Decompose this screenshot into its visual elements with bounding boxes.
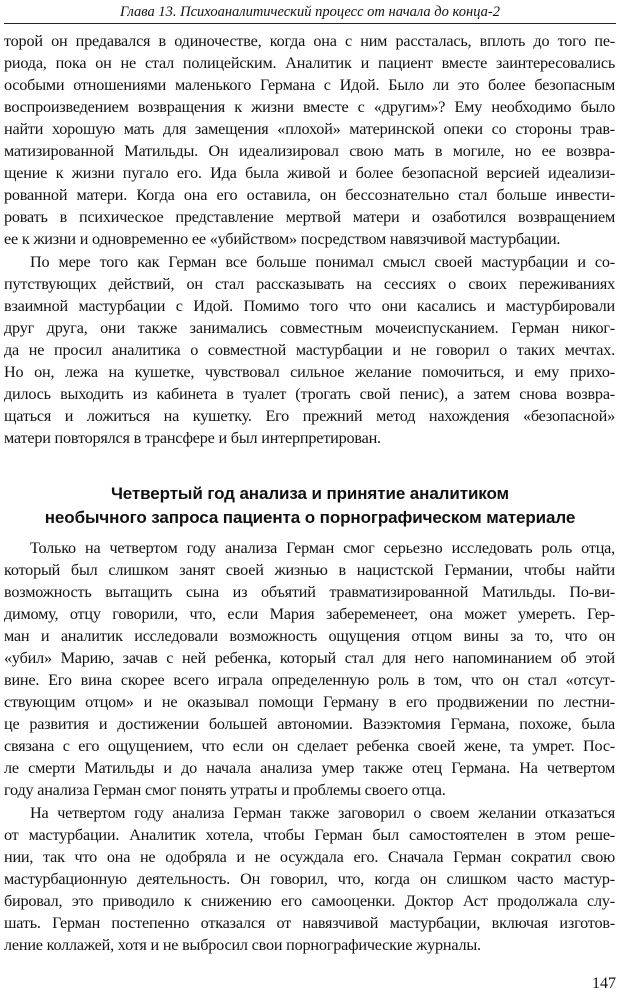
text-line: особыми отношениями маленького Германа с Идой. Было ли это более безопасным [4, 76, 615, 94]
running-header: Глава 13. Психоаналитический процесс от начала до конца-2 [120, 4, 500, 20]
text-line: риода, пока он не стал полицейским. Аналитик и пациент вместе заинтересовались [4, 54, 615, 72]
text-line: да не просил аналитика о совместной мастурбации и не говорил о таких мечтах. [4, 341, 615, 359]
text-line: торой он предавался в одиночестве, когда она с ним рассталась, вплоть до того пе- [4, 32, 615, 50]
text-line: найти хорошую мать для замещения «плохой» материнской опеки со стороны трав- [4, 120, 615, 138]
text-line: году анализа Герман смог понять утраты и проблемы своего отца. [4, 781, 446, 799]
text-line: воспроизведением возвращения к жизни вместе с «другим»? Ему необходимо было [4, 98, 615, 116]
text-line: возможность вытащить сына из объятий травматизированной Матильды. По-ви- [4, 583, 615, 601]
text-line: Только на четвертом году анализа Герман смог серьезно исследовать роль отца, [30, 539, 615, 557]
text-line: который был слишком занят своей жизнью в нацистской Германии, чтобы найти [4, 561, 615, 579]
text-line: По мере того как Герман все больше понимал смысл своей мастурбации и со- [30, 253, 615, 271]
text-line: це развития и достижении большей автономии. Вазэктомия Германа, похоже, была [4, 715, 615, 733]
text-line: На четвертом году анализа Герман также заговорил о своем желании отказаться [30, 804, 615, 822]
text-line: матери повторялся в трансфере и был интерпретирован. [4, 429, 381, 447]
text-line: нии, так что она не одобряла и не осуждала его. Сначала Герман сократил свою [4, 848, 615, 866]
text-line: ле смерти Матильды и до начала анализа умер также отец Германа. На четвертом [4, 759, 615, 777]
section-heading-line-2: необычного запроса пациента о порнографическом материале [44, 508, 576, 527]
text-line: друг друга, они также занимались совместным мочеиспусканием. Герман никог- [4, 319, 615, 337]
text-line: ствующим отцом» и не оказывал помощи Герману в его продвижении по лестни- [4, 693, 615, 711]
text-line: ление коллажей, хотя и не выбросил свои порнографические журналы. [4, 936, 481, 954]
text-line: димому, отцу говорили, что, если Мария забеременеет, она может умереть. Гер- [4, 605, 615, 623]
text-line: ровать в психическое представление мертвой матери и озаботился возвращением [4, 208, 615, 226]
text-line: ман и аналитик исследовали возможность ощущения отцом вины за то, что он [4, 627, 615, 645]
text-line: шать. Герман постепенно отказался от навязчивой мастурбации, включая изготов- [4, 914, 615, 932]
section-heading-line-1: Четвертый год анализа и принятие аналитиком [110, 484, 510, 503]
text-line: щаться и ложиться на кушетку. Его прежний метод нахождения «безопасной» [4, 407, 615, 425]
text-line: путствующих действий, он стал рассказывать на сессиях о своих переживаниях [4, 275, 615, 293]
text-line: вине. Его вина скорее всего играла определенную роль в том, что он стал «отсут- [4, 671, 615, 689]
text-line: ее к жизни и одновременно ее «убийством» посредством навязчивой мастурбации. [4, 230, 561, 248]
text-line: связана с его ощущением, что если он сделает ребенка своей жене, та умрет. Пос- [4, 737, 615, 755]
text-line: мастурбационную деятельность. Он говорил, что, когда он слишком часто мастур- [4, 870, 615, 888]
text-line: Но он, лежа на кушетке, чувствовал сильное желание помочиться, и ему прихо- [4, 363, 615, 381]
text-line: «убил» Марию, зачав с ней ребенка, который стал для него напоминанием об этой [4, 649, 615, 667]
header-rule [4, 23, 616, 24]
text-line: от мастурбации. Аналитик хотела, чтобы Герман был самостоятелен в этом реше- [4, 826, 615, 844]
page-number: 147 [592, 975, 616, 992]
text-line: матизированной Матильды. Он идеализировал свою мать в могиле, но ее возвра- [4, 142, 615, 160]
text-line: щение к жизни пугало его. Ида была живой и более безопасной версией идеализи- [4, 164, 615, 182]
text-line: бировал, это приводило к снижению его самооценки. Доктор Аст продолжала слу- [4, 892, 615, 910]
text-line: дилось выходить из кабинета в туалет (трогать свой пенис), а затем снова возвра- [4, 385, 615, 403]
text-line: рованной матери. Когда она его оставила, он бессознательно стал больше инвести- [4, 186, 615, 204]
text-line: взаимной мастурбации с Идой. Помимо того что они касались и мастурбировали [4, 297, 615, 315]
